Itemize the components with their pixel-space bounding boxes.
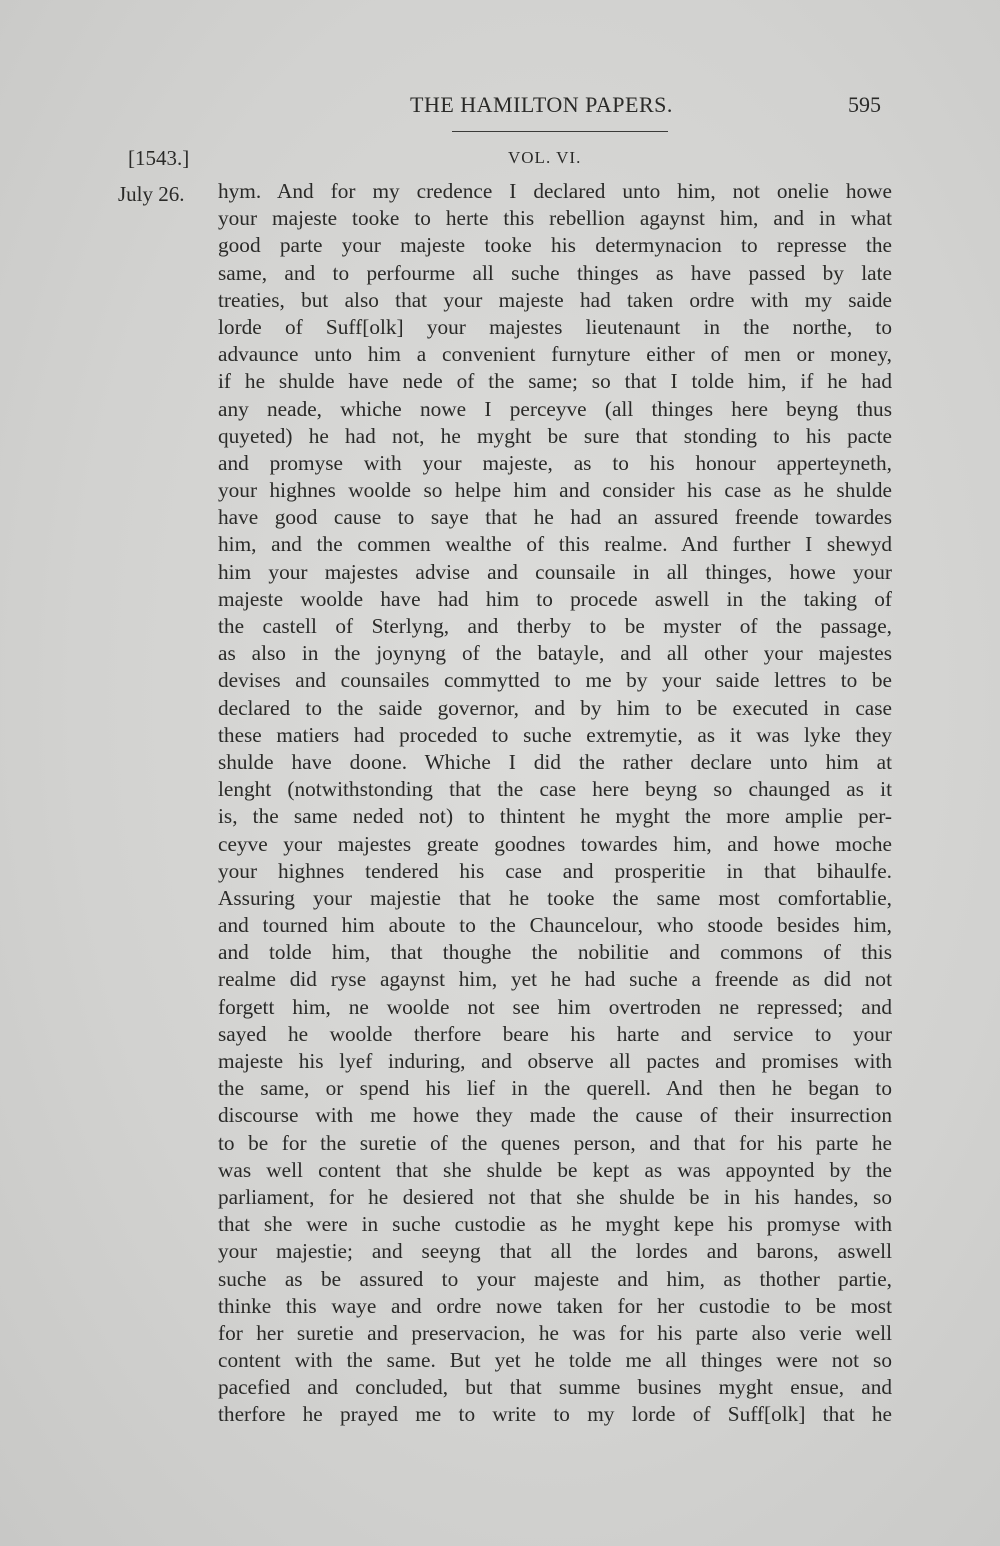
page-number: 595 [848,92,881,117]
header-rule [452,131,668,132]
text-line: to be for the suretie of the quenes person, and that for his parte he [218,1130,892,1155]
text-line: was well content that she shulde be kept as was appoynted by the [218,1157,892,1182]
text-line: majeste woolde have had him to procede aswell in the taking of [218,586,892,611]
text-line: your highnes woolde so helpe him and consider his case as he shulde [218,478,892,503]
text-line: advaunce unto him a convenient furnyture either of men or money, [218,342,892,367]
text-line: quyeted) he had not, he myght be sure that stonding to his pacte [218,423,892,448]
text-line: the castell of Sterlyng, and therby to be myster of the passage, [218,614,892,638]
text-line: is, the same neded not) to thintent he myght the more amplie per- [218,804,892,829]
text-line: for her suretie and preservacion, he was for his parte also verie well [218,1320,892,1345]
running-head [0,92,1000,122]
text-line: sayed he woolde therfore beare his harte and service to your [218,1021,892,1046]
text-line: lenght (notwithstonding that the case here beyng so chaunged as it [218,777,892,802]
volume-label: VOL. VI. [508,148,582,167]
text-line: thinke this waye and ordre nowe taken for her custodie to be most [218,1293,892,1318]
text-line: same, and to perfourme all suche thinges as have passed by late [218,260,892,285]
text-line: realme did ryse agaynst him, yet he had suche a freende as did not [218,967,892,992]
text-line: treaties, but also that your majeste had taken ordre with my saide [218,287,892,312]
body-text [218,178,892,1429]
text-line: the same, or spend his lief in the querell. And then he began to [218,1076,892,1101]
text-line: ceyve your majestes greate goodnes towardes him, and howe moche [218,831,892,856]
text-line: forgett him, ne woolde not see him overtroden ne repressed; and [218,994,892,1019]
text-line: these matiers had proceded to suche extremytie, as it was lyke they [218,722,892,747]
text-line: therfore he prayed me to write to my lorde of Suff[olk] that he [218,1402,892,1427]
text-line: declared to the saide governor, and by him to be executed in case [218,695,892,720]
text-line: parliament, for he desiered not that she shulde be in his handes, so [218,1184,892,1209]
text-line: Assuring your majestie that he tooke the same most comfortablie, [218,885,892,910]
text-line: hym. And for my credence I declared unto him, not onelie howe [218,179,892,203]
text-line: have good cause to saye that he had an assured freende towardes [218,505,892,530]
text-line: any neade, whiche nowe I perceyve (all thinges here beyng thus [218,396,892,421]
text-line: lorde of Suff[olk] your majestes lieutenaunt in the northe, to [218,314,892,339]
text-line: and tourned him aboute to the Chauncelour, who stoode besides him, [218,913,892,938]
text-line: content with the same. But yet he tolde me all thinges were not so [218,1348,892,1373]
running-title: THE HAMILTON PAPERS. [410,92,673,117]
text-line: and tolde him, that thoughe the nobilitie and commons of this [218,940,892,965]
text-line: your highnes tendered his case and prosperitie in that bihaulfe. [218,858,892,883]
text-line: majeste his lyef induring, and observe all pactes and promises with [218,1049,892,1073]
text-line: good parte your majeste tooke his determynacion to represse the [218,233,892,258]
text-line: pacefied and concluded, but that summe busines myght ensue, and [218,1375,892,1400]
text-line: shulde have doone. Whiche I did the rather declare unto him at [218,749,892,774]
text-line: your majestie; and seeyng that all the lordes and barons, aswell [218,1239,892,1264]
text-line: that she were in suche custodie as he myght kepe his promyse with [218,1212,892,1237]
text-line: devises and counsailes commytted to me by your saide lettres to be [218,668,892,693]
text-line: your majeste tooke to herte this rebellion agaynst him, and in what [218,206,892,231]
text-line: suche as be assured to your majeste and him, as thother partie, [218,1266,892,1291]
text-line: him your majestes advise and counsaile in all thinges, howe your [218,559,892,584]
margin-year: [1543.] [128,146,190,170]
text-line: if he shulde have nede of the same; so that I tolde him, if he had [218,369,892,394]
text-line: as also in the joynyng of the batayle, and all other your majestes [218,641,892,666]
text-line: him, and the commen wealthe of this realme. And further I shewyd [218,532,892,557]
text-line: discourse with me howe they made the cause of their insurrection [218,1103,892,1128]
margin-date: July 26. [118,182,185,206]
text-line: and promyse with your majeste, as to his honour apperteyneth, [218,450,892,475]
